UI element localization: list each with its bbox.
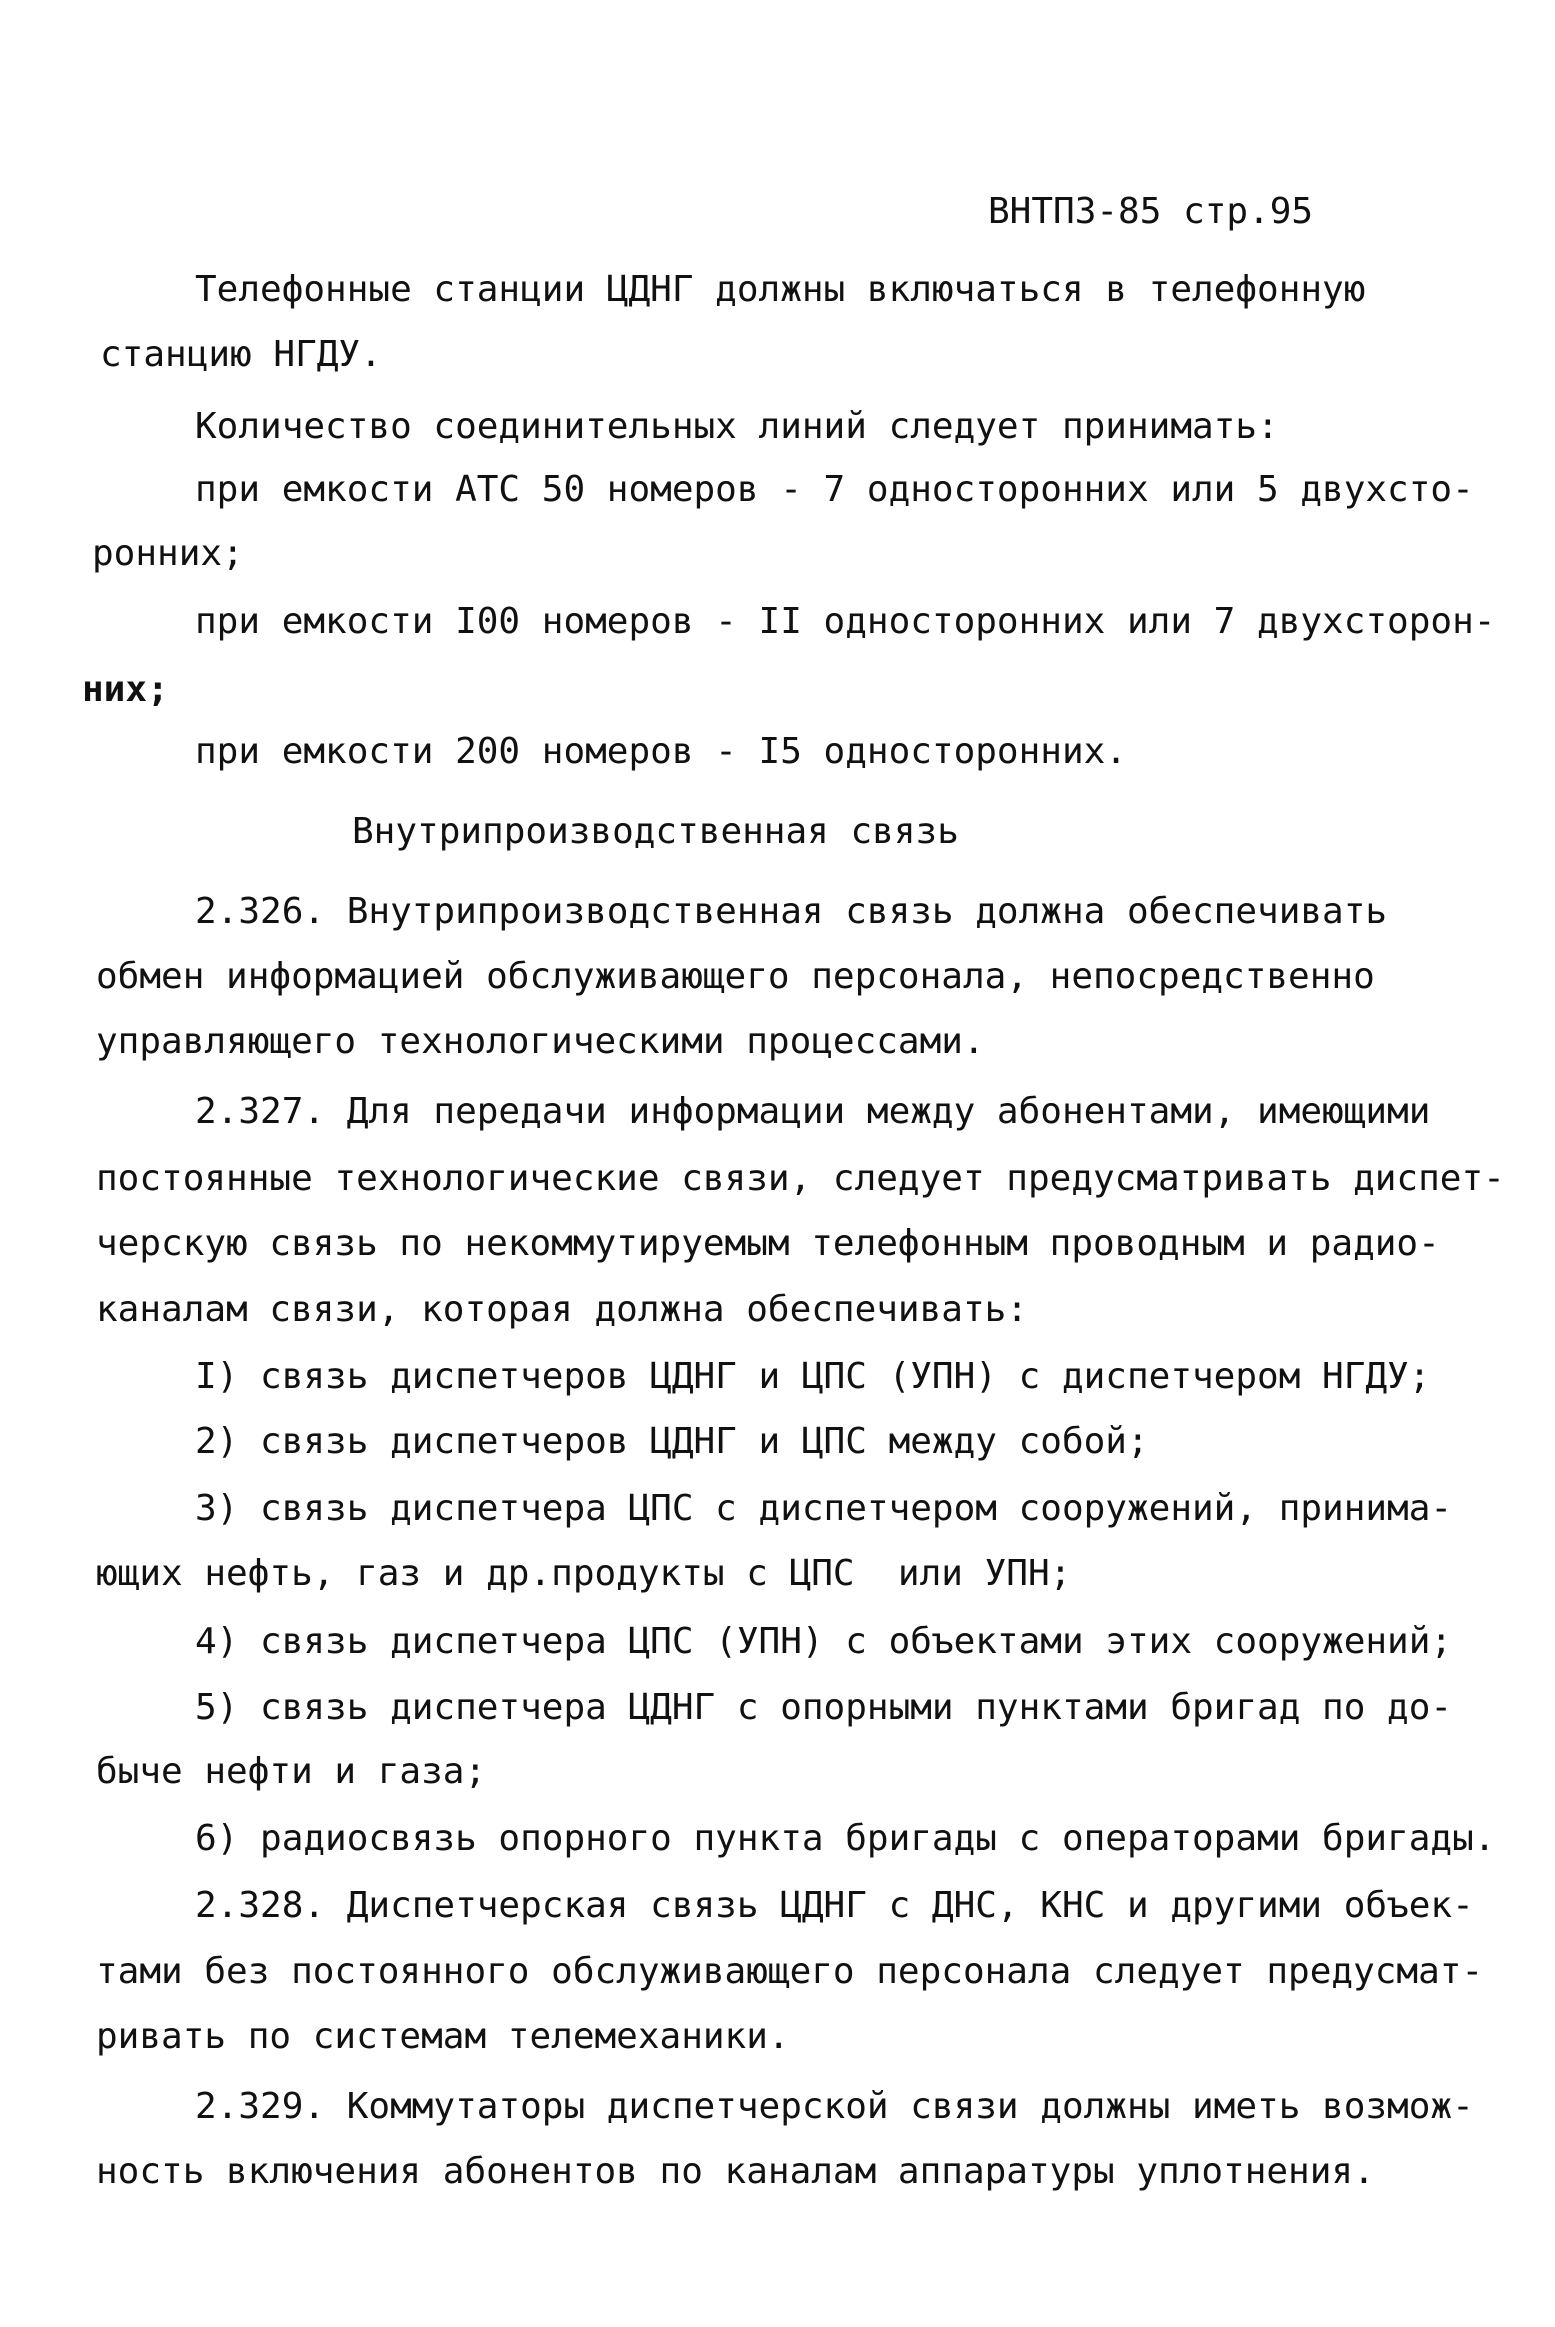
text-line: тами без постоянного обслуживающего персонала следует предусмат-: [96, 1951, 1484, 1992]
text-line: постоянные технологические связи, следует предусматривать диспет-: [96, 1158, 1505, 1199]
text-line: 2.327. Для передачи информации между абонентами, имеющими: [195, 1091, 1431, 1132]
text-line: быче нефти и газа;: [96, 1751, 487, 1792]
text-line: каналам связи, которая должна обеспечивать:: [96, 1289, 1028, 1330]
text-line: 3) связь диспетчера ЦПС с диспетчером сооружений, принима-: [195, 1488, 1453, 1529]
text-line: 6) радиосвязь опорного пункта бригады с операторами бригады.: [195, 1818, 1496, 1859]
text-line: ронних;: [92, 533, 244, 574]
text-line: них;: [82, 669, 169, 710]
text-line: при емкости 200 номеров - I5 односторонних.: [195, 731, 1127, 772]
text-line: Количество соединительных линий следует принимать:: [195, 406, 1279, 447]
text-line: ность включения абонентов по каналам аппаратуры уплотнения.: [96, 2151, 1375, 2192]
text-line: Телефонные станции ЦДНГ должны включаться в телефонную: [195, 269, 1366, 310]
text-line: 2.326. Внутрипроизводственная связь должна обеспечивать: [195, 891, 1388, 932]
text-line: 4) связь диспетчера ЦПС (УПН) с объектами этих сооружений;: [195, 1621, 1453, 1662]
text-line: обмен информацией обслуживающего персонала, непосредственно: [96, 956, 1375, 997]
section-heading: Внутрипроизводственная связь: [352, 811, 959, 852]
text-line: I) связь диспетчеров ЦДНГ и ЦПС (УПН) с диспетчером НГДУ;: [195, 1356, 1431, 1397]
text-line: при емкости АТС 50 номеров - 7 односторонних или 5 двухсто-: [195, 469, 1474, 510]
text-line: 2) связь диспетчеров ЦДНГ и ЦПС между собой;: [195, 1421, 1149, 1462]
text-line: черскую связь по некоммутируемым телефонным проводным и радио-: [96, 1223, 1440, 1264]
text-line: при емкости I00 номеров - II односторонних или 7 двухсторон-: [195, 601, 1496, 642]
text-line: 5) связь диспетчера ЦДНГ с опорными пунктами бригад по до-: [195, 1687, 1453, 1728]
text-line: управляющего технологическими процессами.: [96, 1021, 985, 1062]
text-line: ривать по системам телемеханики.: [96, 2016, 790, 2057]
text-line: 2.328. Диспетчерская связь ЦДНГ с ДНС, КНС и другими объек-: [195, 1885, 1474, 1926]
text-line: 2.329. Коммутаторы диспетчерской связи должны иметь возмож-: [195, 2086, 1474, 2127]
text-line: станцию НГДУ.: [100, 334, 382, 375]
page-header: ВНТПЗ-85 стр.95: [988, 191, 1314, 232]
text-line: ющих нефть, газ и др.продукты с ЦПС или УПН;: [96, 1553, 1072, 1594]
